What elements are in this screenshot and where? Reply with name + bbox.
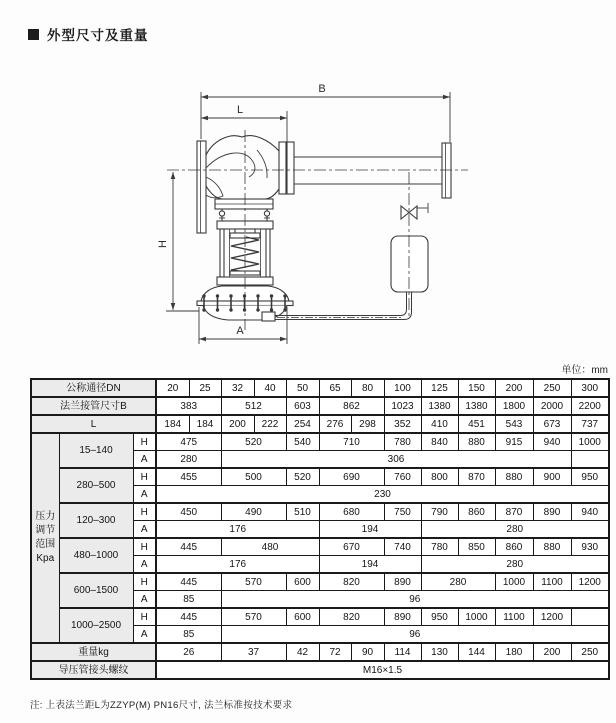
table-cell: 194 (319, 521, 421, 539)
table-header-cell: 1000–2500 (59, 608, 133, 643)
dim-label-l: L (236, 104, 244, 116)
table-cell: 184 (189, 415, 221, 433)
table-cell: 100 (384, 379, 421, 397)
table-cell: H (133, 573, 156, 591)
table-cell: 80 (351, 379, 384, 397)
footnote: 注: 上表法兰距L为ZZYP(M) PN16尺寸, 法兰标准按技术要求 (30, 700, 293, 711)
table-cell: 680 (319, 503, 384, 521)
table-cell: 900 (533, 468, 571, 486)
table-header-cell: 120–300 (59, 503, 133, 538)
table-cell: 890 (533, 503, 571, 521)
table-cell: 570 (221, 573, 286, 591)
table-cell: 540 (286, 433, 319, 451)
table-row (31, 573, 609, 591)
table-cell: 90 (351, 643, 384, 661)
table-cell: 125 (421, 379, 458, 397)
table-cell: 85 (156, 591, 221, 609)
table-cell: 1000 (495, 573, 533, 591)
table-cell: 194 (319, 556, 421, 574)
table-row (31, 538, 609, 556)
section-title-text: 外型尺寸及重量 (47, 28, 149, 43)
table-row (31, 608, 609, 626)
table-cell: 1100 (495, 608, 533, 626)
table-cell: 750 (384, 503, 421, 521)
table-cell: 280 (421, 573, 495, 591)
table-cell: 230 (156, 486, 609, 504)
table-cell: 65 (319, 379, 351, 397)
table-cell: 512 (221, 397, 286, 415)
table-cell: A (133, 451, 156, 469)
table-cell: 820 (319, 608, 384, 626)
table-cell: 520 (286, 468, 319, 486)
table-cell: A (133, 556, 156, 574)
table-cell: 1023 (384, 397, 421, 415)
table-cell: 72 (319, 643, 351, 661)
table-cell: 280 (156, 451, 221, 469)
table-cell: 930 (571, 538, 609, 556)
table-header-cell: 600–1500 (59, 573, 133, 608)
table-header-cell: 公称通径DN (31, 379, 156, 397)
table-cell: 670 (319, 538, 384, 556)
table-cell (571, 608, 609, 626)
table-cell: 176 (156, 556, 319, 574)
dimensions-table (30, 378, 610, 680)
table-header-cell: 重量kg (31, 643, 156, 661)
table-cell: 780 (384, 433, 421, 451)
table-cell: 42 (286, 643, 319, 661)
table-cell: 500 (221, 468, 286, 486)
table-header-cell: 法兰接管尺寸B (31, 397, 156, 415)
table-cell: 950 (421, 608, 458, 626)
table-cell: 280 (421, 556, 609, 574)
table-cell: 445 (156, 573, 221, 591)
table-cell: 860 (495, 538, 533, 556)
table-header-cell: 480–1000 (59, 538, 133, 573)
table-header-cell: 15–140 (59, 433, 133, 468)
table-cell: 250 (571, 643, 609, 661)
table-cell: 780 (421, 538, 458, 556)
table-cell: 40 (254, 379, 286, 397)
section-marker-square-icon (28, 29, 39, 40)
table-cell: H (133, 468, 156, 486)
table-cell: 2200 (571, 397, 609, 415)
table-row (31, 379, 609, 397)
table-cell: 276 (319, 415, 351, 433)
table-cell: 1800 (495, 397, 533, 415)
table-cell: 280 (421, 521, 609, 539)
table-cell: 480 (221, 538, 319, 556)
table-cell: 510 (286, 503, 319, 521)
table-cell: A (133, 521, 156, 539)
table-cell: 760 (384, 468, 421, 486)
valve-dimension-diagram (0, 60, 616, 360)
table-cell: 475 (156, 433, 221, 451)
table-cell: 880 (458, 433, 495, 451)
table-cell: 862 (319, 397, 384, 415)
table-cell: 1000 (458, 608, 495, 626)
table-cell: 50 (286, 379, 319, 397)
table-cell: 520 (221, 433, 286, 451)
table-cell: 383 (156, 397, 221, 415)
table-row (31, 503, 609, 521)
table-cell: 20 (156, 379, 189, 397)
table-cell: 222 (254, 415, 286, 433)
table-cell: 96 (221, 591, 609, 609)
table-row (31, 661, 609, 679)
table-cell: 455 (156, 468, 221, 486)
table-cell: 570 (221, 608, 286, 626)
table-cell: 1100 (533, 573, 571, 591)
table-cell: 880 (533, 538, 571, 556)
dim-label-a: A (236, 325, 244, 337)
table-cell: 880 (495, 468, 533, 486)
table-cell: H (133, 538, 156, 556)
table-row (31, 643, 609, 661)
table-cell: 940 (571, 503, 609, 521)
table-cell: 37 (221, 643, 286, 661)
table-cell (571, 451, 609, 469)
table-cell: 130 (421, 643, 458, 661)
table-cell: 940 (533, 433, 571, 451)
table-cell: 820 (319, 573, 384, 591)
table-cell: 144 (458, 643, 495, 661)
table-cell: 176 (156, 521, 319, 539)
table-cell: 445 (156, 538, 221, 556)
table-row (31, 415, 609, 433)
table-cell: 85 (156, 626, 221, 644)
table-cell: 450 (156, 503, 221, 521)
table-cell: 490 (221, 503, 286, 521)
table-cell: 1200 (571, 573, 609, 591)
table-header-cell: L (31, 415, 156, 433)
table-cell: 890 (384, 608, 421, 626)
table-cell: H (133, 503, 156, 521)
table-row (31, 397, 609, 415)
table-cell: 890 (384, 573, 421, 591)
table-cell: 790 (421, 503, 458, 521)
table-cell: 950 (571, 468, 609, 486)
table-cell: 306 (221, 451, 571, 469)
table-row (31, 433, 609, 451)
table-cell: 445 (156, 608, 221, 626)
table-cell: 860 (458, 503, 495, 521)
table-cell: 200 (533, 643, 571, 661)
table-cell: H (133, 433, 156, 451)
table-cell: 870 (495, 503, 533, 521)
table-header-cell: 导压管接头螺纹 (31, 661, 156, 679)
table-cell: 1380 (458, 397, 495, 415)
table-cell: 200 (221, 415, 254, 433)
section-title (28, 24, 149, 44)
table-cell: 543 (495, 415, 533, 433)
table-cell: 114 (384, 643, 421, 661)
table-header-cell: 280–500 (59, 468, 133, 503)
table-cell: 451 (458, 415, 495, 433)
table-cell: 352 (384, 415, 421, 433)
table-header-cell: 压力调节范围Kpa (31, 433, 59, 643)
table-cell: 740 (384, 538, 421, 556)
table-cell: 25 (189, 379, 221, 397)
table-cell: 26 (156, 643, 221, 661)
table-cell: 180 (495, 643, 533, 661)
dimensions-table-body (31, 379, 609, 679)
table-cell: 200 (495, 379, 533, 397)
table-cell: 2000 (533, 397, 571, 415)
table-cell: 410 (421, 415, 458, 433)
table-cell: 600 (286, 608, 319, 626)
table-row (31, 468, 609, 486)
table-cell: 250 (533, 379, 571, 397)
table-cell: M16×1.5 (156, 661, 609, 679)
table-cell: 840 (421, 433, 458, 451)
table-cell: A (133, 591, 156, 609)
table-cell: 870 (458, 468, 495, 486)
table-cell: 600 (286, 573, 319, 591)
table-cell: 710 (319, 433, 384, 451)
table-cell: 603 (286, 397, 319, 415)
unit-label: 单位：mm (561, 365, 608, 376)
table-cell: 850 (458, 538, 495, 556)
table-cell: 673 (533, 415, 571, 433)
dim-label-h: H (157, 240, 169, 248)
table-cell: 690 (319, 468, 384, 486)
table-cell: 32 (221, 379, 254, 397)
dim-label-b: B (318, 83, 326, 95)
table-cell: 300 (571, 379, 609, 397)
table-cell: 254 (286, 415, 319, 433)
table-cell: 737 (571, 415, 609, 433)
table-cell: 150 (458, 379, 495, 397)
table-cell: 800 (421, 468, 458, 486)
table-cell: 1200 (533, 608, 571, 626)
table-cell: A (133, 626, 156, 644)
table-cell: 1380 (421, 397, 458, 415)
table-cell: 298 (351, 415, 384, 433)
table-cell: 915 (495, 433, 533, 451)
table-cell: 184 (156, 415, 189, 433)
table-cell: A (133, 486, 156, 504)
table-cell: 1000 (571, 433, 609, 451)
table-cell: H (133, 608, 156, 626)
table-cell: 96 (221, 626, 609, 644)
